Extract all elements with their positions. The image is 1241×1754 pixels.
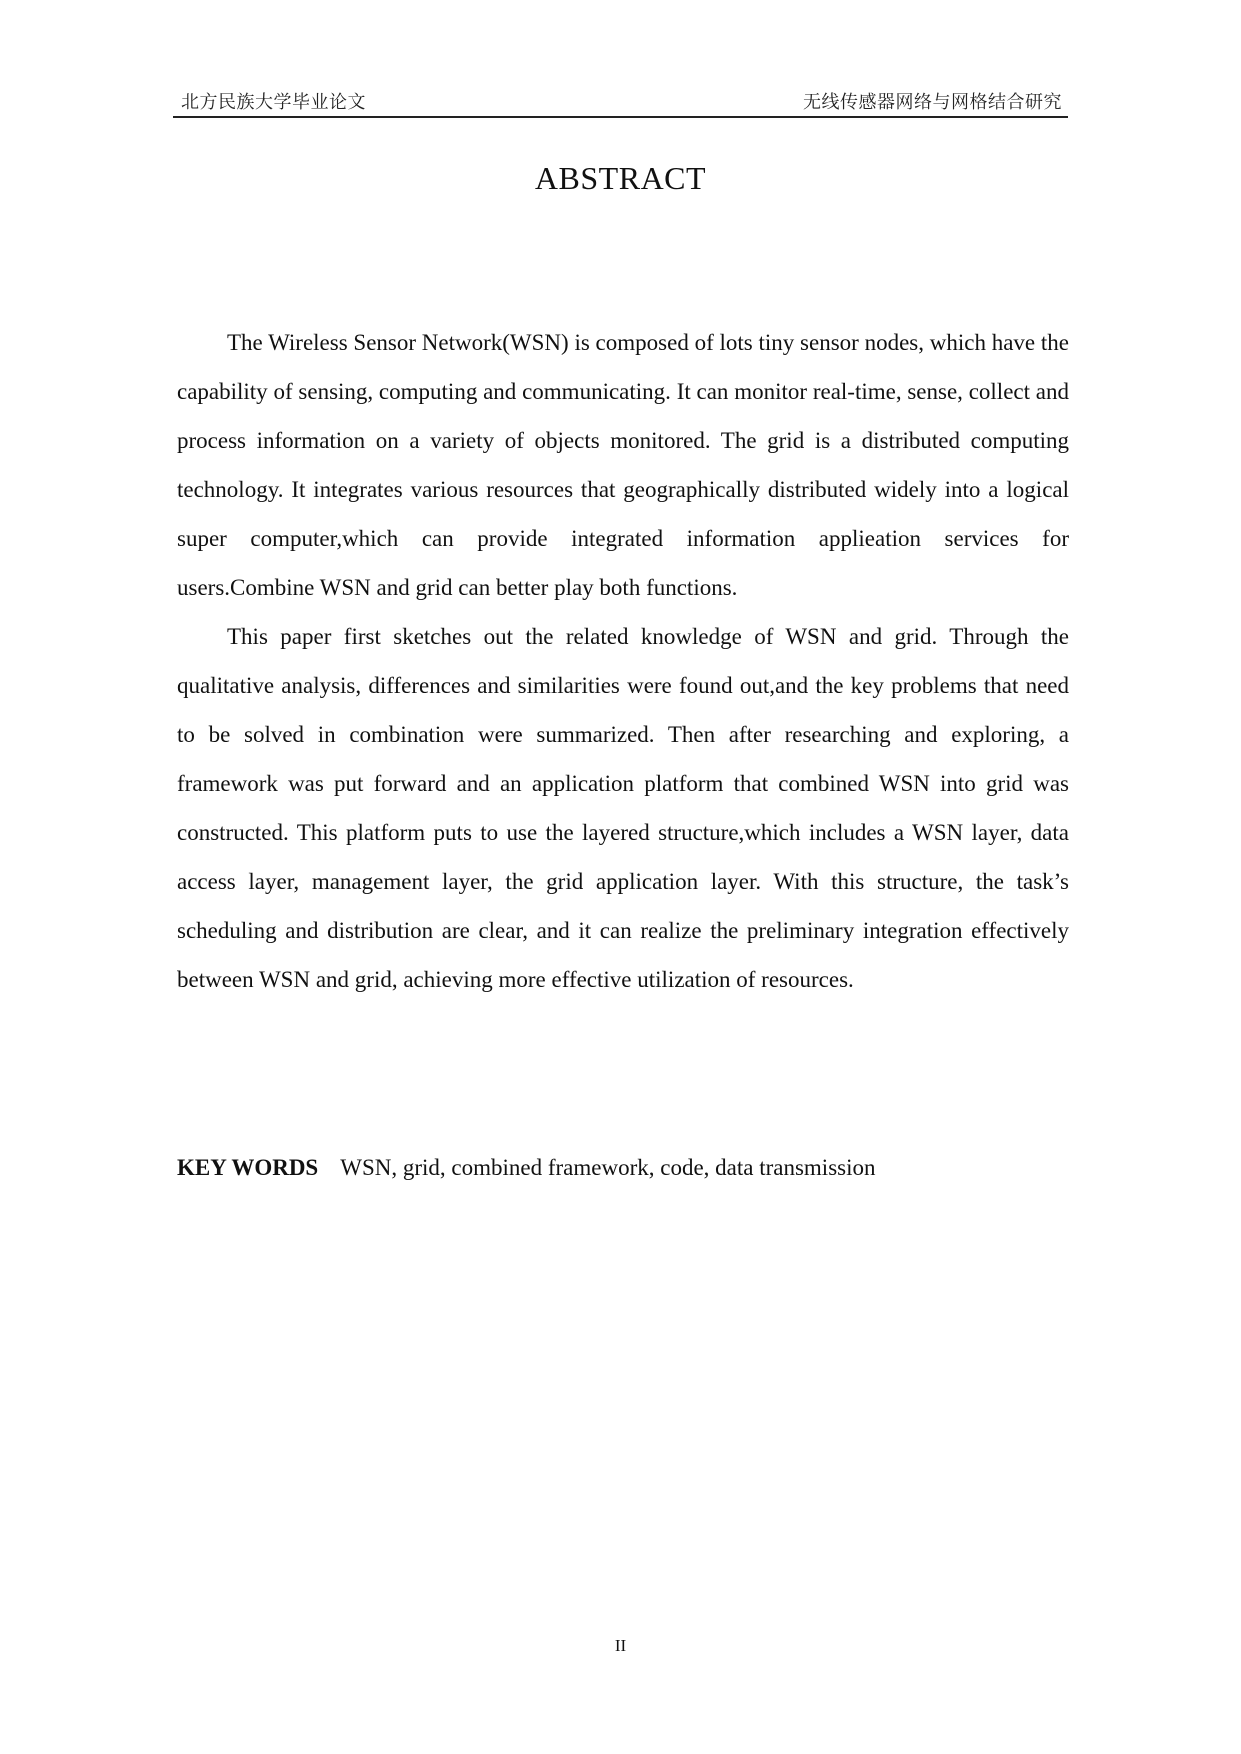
page-title: ABSTRACT: [534, 160, 707, 196]
keywords-text: WSN, grid, combined framework, code, data transmission: [340, 1155, 876, 1180]
keywords-label: KEY WORDS: [177, 1155, 319, 1180]
abstract-body: [177, 318, 1069, 1004]
header-left-text: 北方民族大学毕业论文: [181, 92, 366, 113]
page-number: II: [614, 1636, 627, 1655]
page-header: [173, 86, 1068, 118]
abstract-paragraph-1: The Wireless Sensor Network(WSN) is composed of lots tiny sensor nodes, which have the capability of sensing, computing and communicating. It can monitor real-time, sense, collect and process information on a variety of objects monitored. The grid is a distributed computing technology. It integrates various resources that geographically distributed widely into a logical super computer,which can provide integrated information applieation services for users.Combine WSN and grid can better play both functions.: [177, 330, 1069, 600]
keywords-line: [177, 1148, 1069, 1188]
header-right-text: 无线传感器网络与网格结合研究: [803, 92, 1062, 113]
abstract-paragraph-2: This paper first sketches out the related knowledge of WSN and grid. Through the qualitative analysis, differences and similarities were found out,and the key problems that need to be solved in combination were summarized. Then after researching and exploring, a framework was put forward and an application platform that combined WSN into grid was constructed. This platform puts to use the layered structure,which includes a WSN layer, data access layer, management layer, the grid application layer. With this structure, the task’s scheduling and distribution are clear, and it can realize the preliminary integration effectively between WSN and grid, achieving more effective utilization of resources.: [177, 624, 1069, 992]
